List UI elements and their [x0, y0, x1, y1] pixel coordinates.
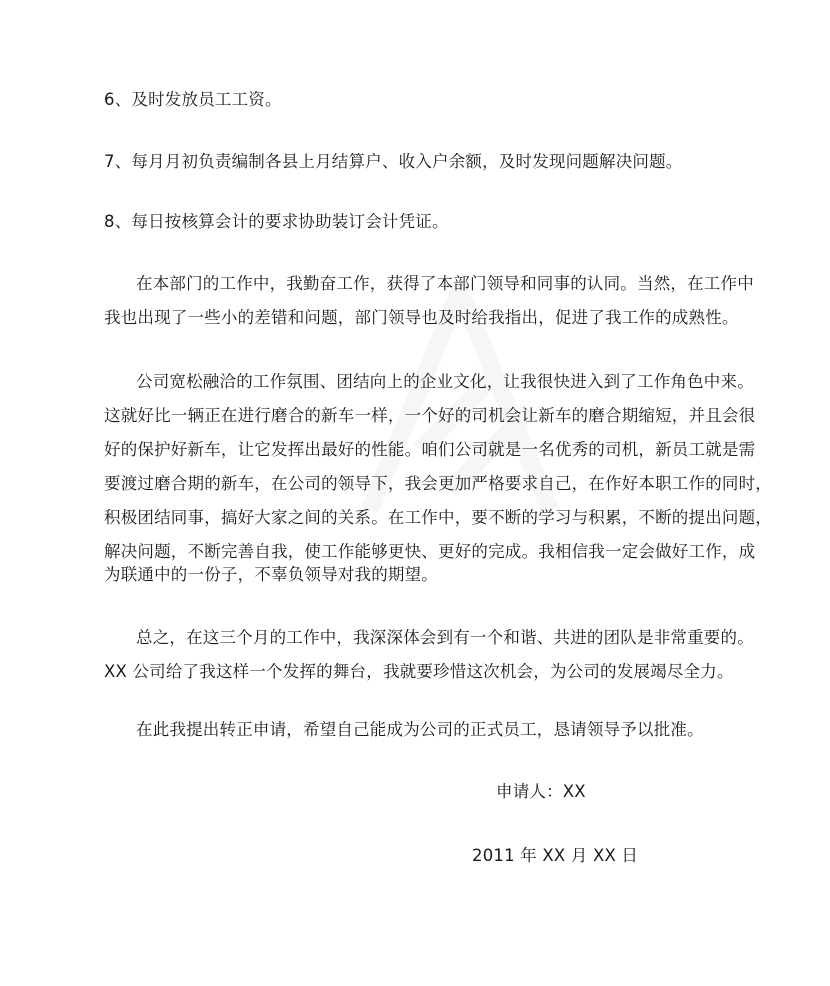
- paragraph-2-line-2: 这就好比一辆正在进行磨合的新车一样，一个好的司机会让新车的磨合期缩短，并且会很: [104, 406, 756, 425]
- paragraph-2-line-5: 积极团结同事，搞好大家之间的关系。在工作中，要不断的学习与积累，不断的提出问题，: [104, 508, 772, 527]
- list-item-6: 6、及时发放员工工资。: [104, 90, 282, 109]
- paragraph-2-line-4: 要渡过磨合期的新车，在公司的领导下，我会更加严格要求自己，在作好本职工作的同时，: [104, 474, 772, 493]
- paragraph-4: 在此我提出转正申请，希望自己能成为公司的正式员工，恳请领导予以批准。: [136, 720, 704, 739]
- paragraph-2-line-7: 为联通中的一份子，不辜负领导对我的期望。: [104, 565, 438, 584]
- signature-date: 2011 年 XX 月 XX 日: [472, 846, 639, 865]
- paragraph-2-line-6: 解决问题，不断完善自我，使工作能够更快、更好的完成。我相信我一定会做好工作，成: [104, 542, 756, 561]
- watermark-icon: [330, 250, 590, 550]
- paragraph-2-line-3: 好的保护好新车，让它发挥出最好的性能。咱们公司就是一名优秀的司机，新员工就是需: [104, 440, 756, 459]
- list-item-7: 7、每月月初负责编制各县上月结算户、收入户余额，及时发现问题解决问题。: [104, 152, 683, 171]
- paragraph-3-line-1: 总之，在这三个月的工作中，我深深体会到有一个和谐、共进的团队是非常重要的。: [136, 628, 754, 647]
- paragraph-3-line-2: XX 公司给了我这样一个发挥的舞台，我就要珍惜这次机会，为公司的发展竭尽全力。: [104, 662, 734, 681]
- applicant-signature: 申请人：XX: [496, 782, 586, 801]
- list-item-8: 8、每日按核算会计的要求协助装订会计凭证。: [104, 212, 449, 231]
- paragraph-2-line-1: 公司宽松融洽的工作氛围、团结向上的企业文化，让我很快进入到了工作角色中来。: [136, 372, 754, 391]
- paragraph-1-line-1: 在本部门的工作中，我勤奋工作，获得了本部门领导和同事的认同。当然，在工作中: [136, 274, 754, 293]
- paragraph-1-line-2: 我也出现了一些小的差错和问题，部门领导也及时给我指出，促进了我工作的成熟性。: [104, 308, 739, 327]
